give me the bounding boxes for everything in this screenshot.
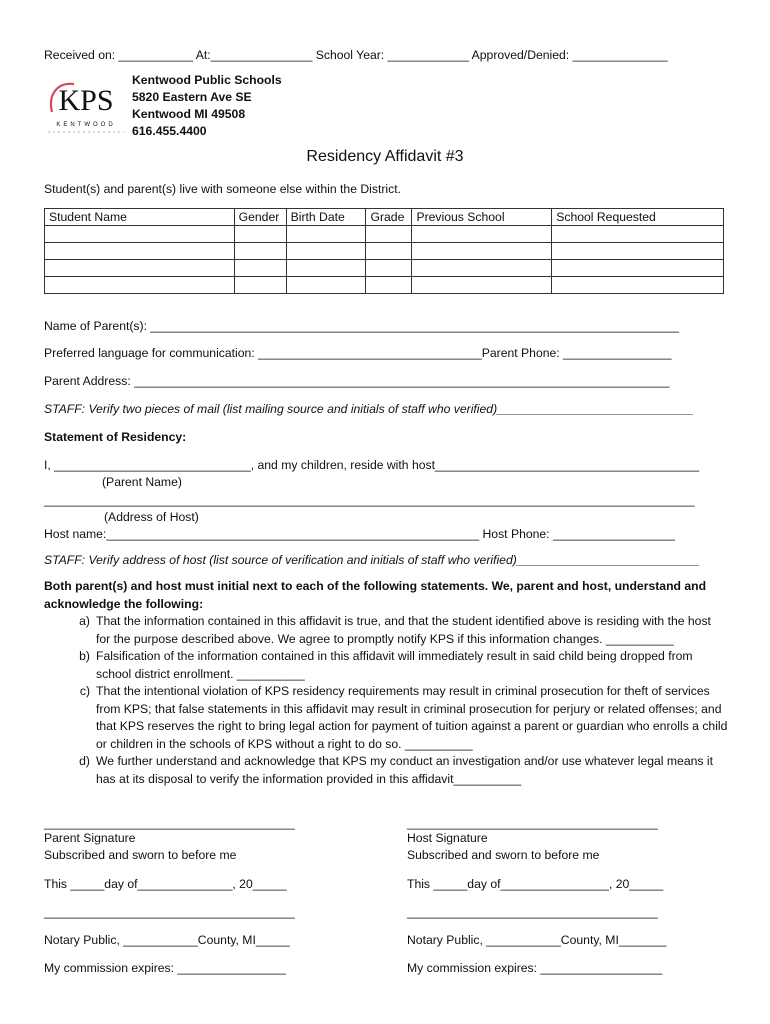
school-address1: 5820 Eastern Ave SE <box>132 90 252 104</box>
header-line: Received on: ___________ At:_______________ School Year: ____________ Approved/Denied: ______________ <box>44 48 668 62</box>
table-cell[interactable] <box>286 226 366 243</box>
host-address-line[interactable]: ________________________________________________________________________________________________ <box>44 493 695 507</box>
initials-intro: Both parent(s) and host must initial next to each of the following statements. We, parent and host, understand and acknowledge the following: <box>44 579 707 611</box>
student-table <box>44 208 724 294</box>
host-commission-field[interactable]: My commission expires: __________________ <box>407 961 663 975</box>
staff-verify-host[interactable]: STAFF: Verify address of host (list source of verification and initials of staff who verified)___________________________ <box>44 553 700 567</box>
table-header: Gender <box>234 209 286 226</box>
table-cell[interactable] <box>412 277 552 294</box>
table-cell[interactable] <box>412 260 552 277</box>
parent-notary-signature-line[interactable]: _____________________________________ <box>44 905 295 919</box>
parent-sworn-text: Subscribed and sworn to before me <box>44 848 237 862</box>
host-sworn-text: Subscribed and sworn to before me <box>407 848 600 862</box>
host-notary-field[interactable]: Notary Public, ___________County, MI_______ <box>407 933 667 947</box>
table-row <box>45 226 724 243</box>
table-cell[interactable] <box>45 226 235 243</box>
table-cell[interactable] <box>45 260 235 277</box>
parent-notary-field[interactable]: Notary Public, ___________County, MI_____ <box>44 933 290 947</box>
table-cell[interactable] <box>45 277 235 294</box>
parent-name-caption: (Parent Name) <box>102 475 182 489</box>
list-text: That the intentional violation of KPS residency requirements may result in criminal prosecution for theft of services from KPS; that false statements in this affidavit may result in criminal prosecution for perjury or related offenses; and that KPS reserves the right to bring legal action for payment of tuition against a parent or guardian who enrolls a child or children in the schools of KPS without a right to do so. __________ <box>96 684 728 751</box>
table-cell[interactable] <box>286 243 366 260</box>
table-header: Grade <box>366 209 412 226</box>
table-cell[interactable] <box>412 243 552 260</box>
logo-monogram: KPS <box>58 84 114 117</box>
page-title: Residency Affidavit #3 <box>306 148 464 165</box>
preferred-language-field[interactable]: Preferred language for communication: _________________________________Parent Phone: ________________ <box>44 346 672 360</box>
table-cell[interactable] <box>366 260 412 277</box>
staff-verify-mail[interactable]: STAFF: Verify two pieces of mail (list mailing source and initials of staff who verified)_____________________________ <box>44 402 694 416</box>
kps-logo <box>44 74 124 138</box>
table-cell[interactable] <box>234 243 286 260</box>
table-cell[interactable] <box>552 277 724 294</box>
statement-line[interactable]: I, _____________________________, and my children, reside with host_______________________________________ <box>44 458 700 472</box>
host-name-field[interactable]: Host name:_______________________________________________________ Host Phone: __________________ <box>44 527 675 541</box>
logo-subtext: KENTWOOD <box>56 122 116 128</box>
host-notary-signature-line[interactable]: _____________________________________ <box>407 905 658 919</box>
table-header: School Requested <box>552 209 724 226</box>
list-text: We further understand and acknowledge that KPS my conduct an investigation and/or use whatever legal means it has at its disposal to verify the information provided in this affidavit__________ <box>96 754 713 786</box>
table-cell[interactable] <box>234 260 286 277</box>
table-cell[interactable] <box>552 260 724 277</box>
table-cell[interactable] <box>234 226 286 243</box>
school-phone: 616.455.4400 <box>132 124 207 138</box>
school-info <box>132 72 282 140</box>
host-signature-line[interactable]: _____________________________________ <box>407 816 658 830</box>
table-cell[interactable] <box>412 226 552 243</box>
list-item <box>44 753 728 788</box>
parent-name-field[interactable]: Name of Parent(s): ______________________________________________________________________________ <box>44 319 680 333</box>
table-cell[interactable] <box>366 243 412 260</box>
list-item <box>44 648 728 683</box>
table-cell[interactable] <box>234 277 286 294</box>
parent-day-field[interactable]: This _____day of______________, 20_____ <box>44 877 287 891</box>
list-text: That the information contained in this affidavit is true, and that the student identified above is residing with the host for the purpose described above. We agree to promptly notify KPS if this information changes. __________ <box>96 614 711 646</box>
list-item <box>44 613 728 648</box>
table-cell[interactable] <box>286 260 366 277</box>
table-cell[interactable] <box>552 226 724 243</box>
table-header-row <box>45 209 724 226</box>
table-header: Student Name <box>45 209 235 226</box>
table-cell[interactable] <box>366 226 412 243</box>
table-cell[interactable] <box>45 243 235 260</box>
school-name: Kentwood Public Schools <box>132 73 282 87</box>
host-signature-label: Host Signature <box>407 831 488 845</box>
parent-signature-line[interactable]: _____________________________________ <box>44 816 295 830</box>
school-address2: Kentwood MI 49508 <box>132 107 246 121</box>
statement-heading: Statement of Residency: <box>44 430 187 444</box>
host-day-field[interactable]: This _____day of________________, 20_____ <box>407 877 664 891</box>
table-row <box>45 277 724 294</box>
table-cell[interactable] <box>552 243 724 260</box>
list-letter: c) <box>79 684 90 698</box>
list-letter: a) <box>79 614 90 628</box>
list-letter: b) <box>79 649 90 663</box>
parent-signature-label: Parent Signature <box>44 831 136 845</box>
table-header: Birth Date <box>286 209 366 226</box>
table-row <box>45 243 724 260</box>
intro-text: Student(s) and parent(s) live with someone else within the District. <box>44 182 401 196</box>
host-address-caption: (Address of Host) <box>104 510 199 524</box>
list-letter: d) <box>79 754 90 768</box>
table-cell[interactable] <box>286 277 366 294</box>
table-cell[interactable] <box>366 277 412 294</box>
list-item <box>44 683 728 753</box>
list-text: Falsification of the information contained in this affidavit will immediately result in said child being dropped from school district enrollment. __________ <box>96 649 693 681</box>
table-row <box>45 260 724 277</box>
statements-list <box>44 613 728 788</box>
parent-commission-field[interactable]: My commission expires: ________________ <box>44 961 286 975</box>
parent-address-field[interactable]: Parent Address: _______________________________________________________________________________ <box>44 374 670 388</box>
table-header: Previous School <box>412 209 552 226</box>
